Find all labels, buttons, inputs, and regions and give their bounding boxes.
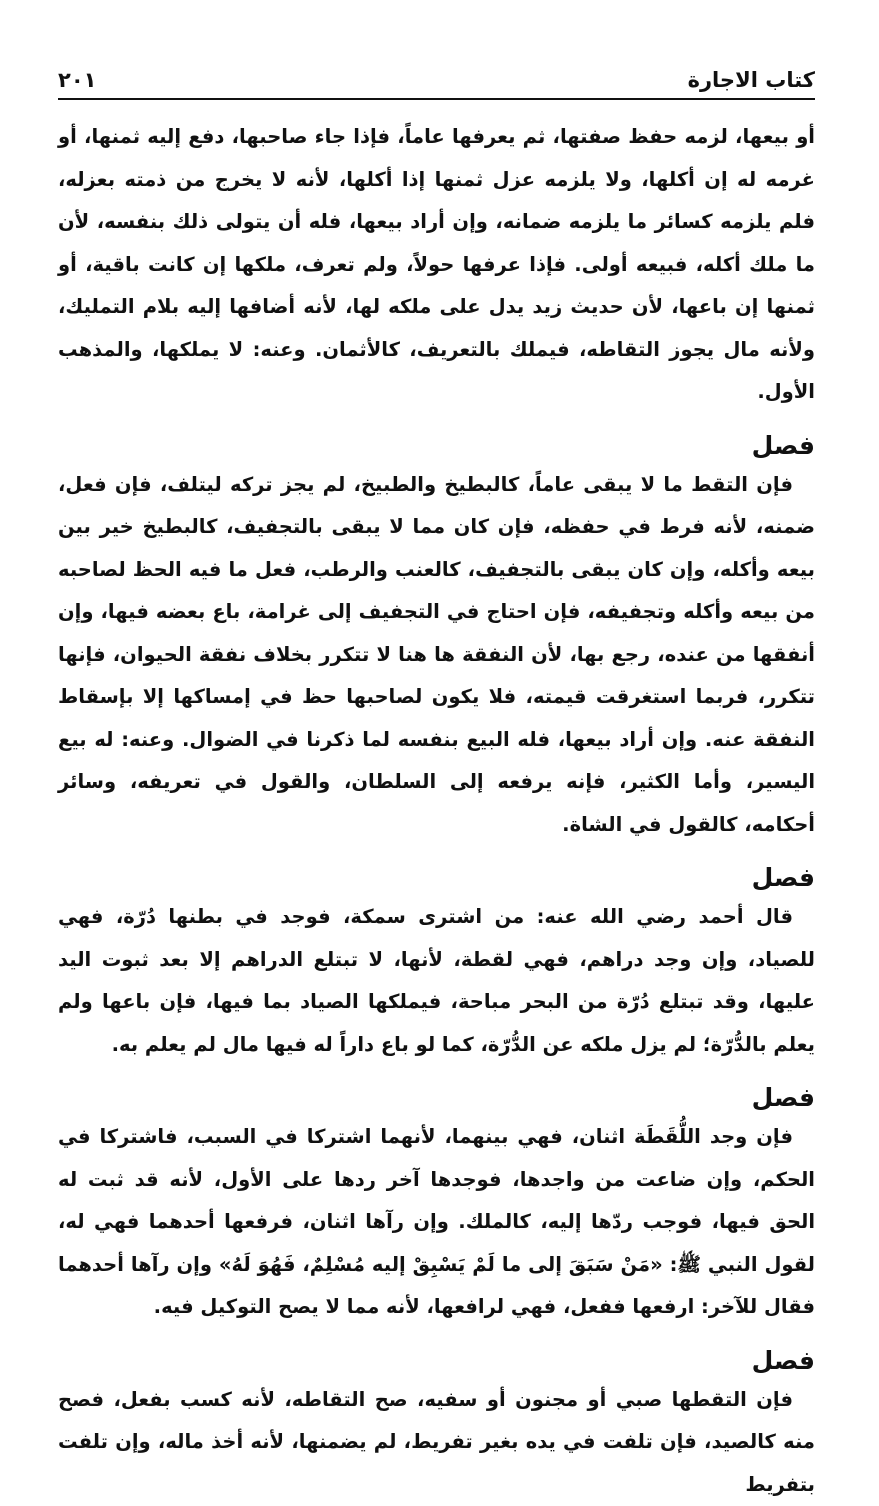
paragraph: قال أحمد رضي الله عنه: من اشترى سمكة، فوجد في بطنها دُرّة، فهي للصياد، وإن وجد دراهم، فهي لقطة، لأنها، لا تبتلع الدراهم إلا بعد ثبوت اليد عليها، وقد تبتلع دُرّة من البحر مباحة، فيملكها الصياد بما فيها، فإن باعها ولم يعلم بالدُّرّة؛ لم يزل ملكه عن الدُّرّة، كما لو باع داراً له فيها مال لم يعلم به. xyxy=(58,896,815,1066)
page-number: ٢٠١ xyxy=(58,68,96,92)
book-title: كتاب الاجارة xyxy=(688,68,815,92)
section-heading: فصل xyxy=(58,426,815,466)
paragraph-continuation: أو بيعها، لزمه حفظ صفتها، ثم يعرفها عاماً، فإذا جاء صاحبها، دفع إليه ثمنها، أو غرمه له إن أكلها، ولا يلزمه عزل ثمنها إذا أكلها، لأنه لا يخرج من ذمته بعزله، فلم يلزمه كسائر ما يلزمه ضمانه، وإن أراد بيعها، فله أن يتولى ذلك بنفسه، لأن ما ملك أكله، فبيعه أولى. فإذا عرفها حولاً، ولم تعرف، ملكها إن كانت باقية، أو ثمنها إن باعها، لأن حديث زيد يدل على ملكه لها، لأنه أضافها إليه بلام التمليك، ولأنه مال يجوز التقاطه، فيملك بالتعريف، كالأثمان. وعنه: لا يملكها، والمذهب الأول. xyxy=(58,116,815,414)
body-text xyxy=(58,116,815,1506)
paragraph: فإن وجد اللُّقَطَة اثنان، فهي بينهما، لأنهما اشتركا في السبب، فاشتركا في الحكم، وإن ضاعت من واجدها، فوجدها آخر ردها على الأول، لأنه قد ثبت له الحق فيها، فوجب ردّها إليه، كالملك. وإن رآها اثنان، فرفعها أحدهما فهي له، لقول النبي ﷺ: «مَنْ سَبَقَ إلى ما لَمْ يَسْبِقْ إليه مُسْلِمٌ، فَهُوَ لَهُ» وإن رآها أحدهما فقال للآخر: ارفعها ففعل، فهي لرافعها، لأنه مما لا يصح التوكيل فيه. xyxy=(58,1116,815,1329)
section-heading: فصل xyxy=(58,1078,815,1118)
paragraph: فإن التقط ما لا يبقى عاماً، كالبطيخ والطبيخ، لم يجز تركه ليتلف، فإن فعل، ضمنه، لأنه فرط في حفظه، فإن كان مما لا يبقى بالتجفيف، كالبطيخ خير بين بيعه وأكله، وإن كان يبقى بالتجفيف، كالعنب والرطب، فعل ما فيه الحظ لصاحبه من بيعه وأكله وتجفيفه، فإن احتاج في التجفيف إلى غرامة، باع بعضه فيها، وإن أنفقها من عنده، رجع بها، لأن النفقة ها هنا لا تتكرر بخلاف نفقة الحيوان، فإنها تتكرر، فربما استغرقت قيمته، فلا يكون لصاحبها حظ في إمساكها إلا بإسقاط النفقة عنه. وإن أراد بيعها، فله البيع بنفسه لما ذكرنا في الضوال. وعنه: له بيع اليسير، وأما الكثير، فإنه يرفعه إلى السلطان، والقول في تعريفه، وسائر أحكامه، كالقول في الشاة. xyxy=(58,464,815,847)
section-heading: فصل xyxy=(58,858,815,898)
paragraph: فإن التقطها صبي أو مجنون أو سفيه، صح التقاطه، لأنه كسب بفعل، فصح منه كالصيد، فإن تلفت في يده بغير تفريط، لم يضمنها، لأنه أخذ ماله، وإن تلفت بتفريط xyxy=(58,1379,815,1506)
running-header xyxy=(58,58,815,100)
section-heading: فصل xyxy=(58,1341,815,1381)
